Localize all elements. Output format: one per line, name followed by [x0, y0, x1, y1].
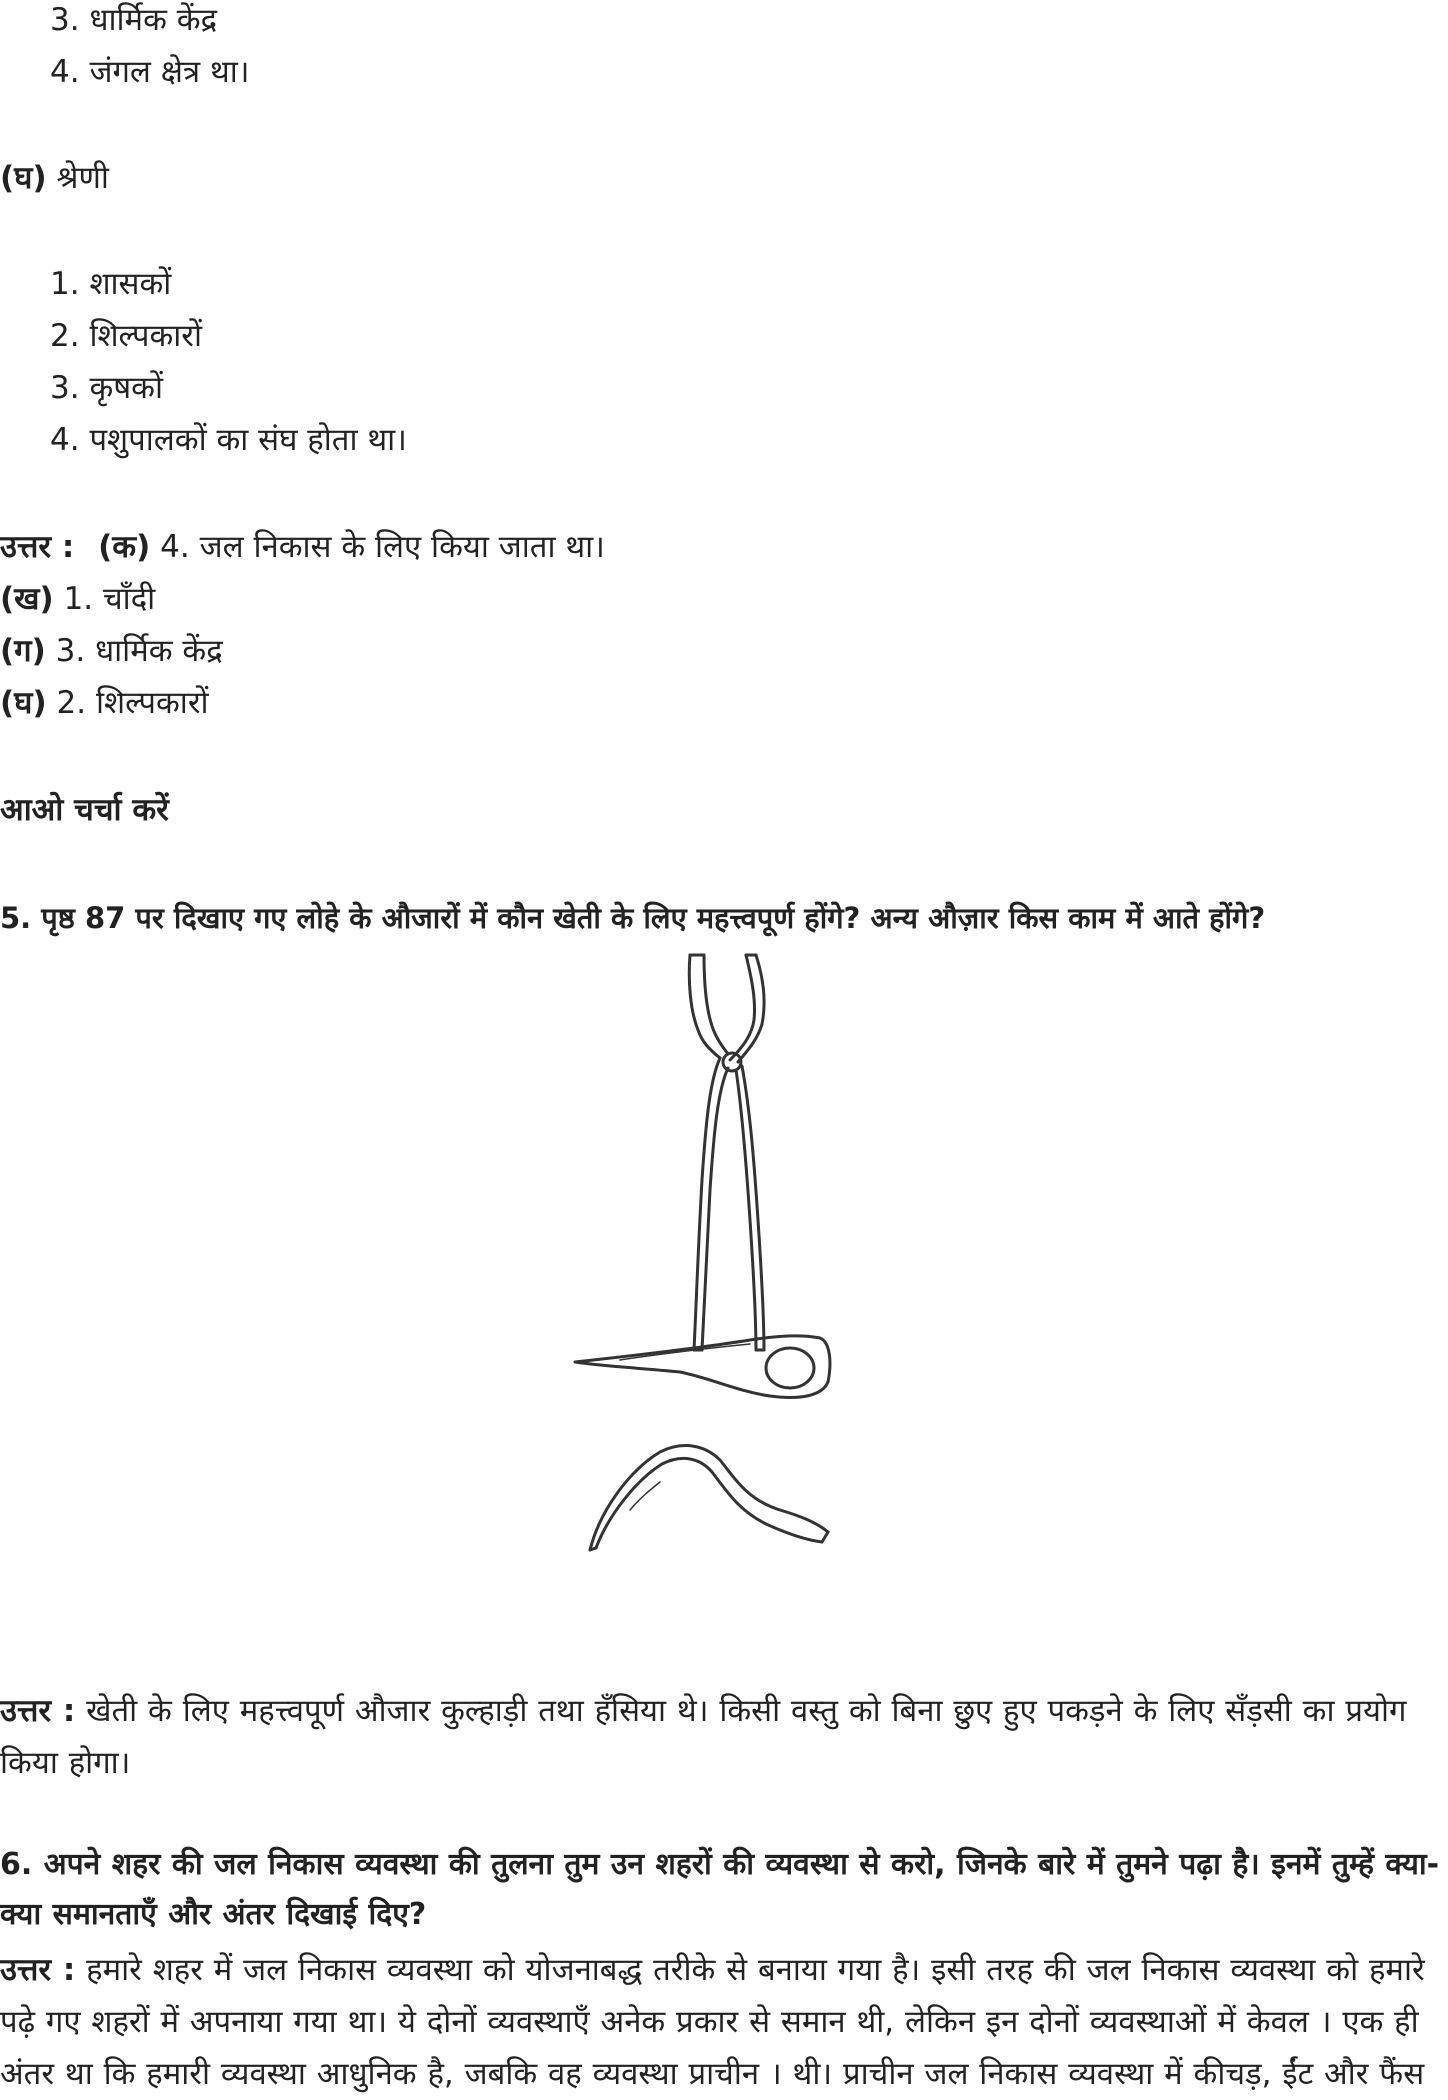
section-heading: आओ चर्चा करें	[0, 792, 169, 828]
list-item: 3. धार्मिक केंद्र	[50, 2, 218, 38]
answer-row: (ग) 3. धार्मिक केंद्र	[0, 633, 223, 669]
question-5: 5. पृष्ठ 87 पर दिखाए गए लोहे के औजारों में कौन खेती के लिए महत्त्वपूर्ण होंगे? अन्य औज़ार किस काम में आते होंगे?	[0, 901, 1266, 935]
iron-tools-figure	[560, 950, 880, 1570]
sickle-icon	[590, 1446, 828, 1550]
list-item: 3. कृषकों	[50, 370, 164, 406]
list-item: 4. जंगल क्षेत्र था।	[50, 54, 250, 90]
answer-6: उत्तर : हमारे शहर में जल निकास व्यवस्था को योजनाबद्ध तरीके से बनाया गया है। इसी तरह की जल निकास व्यवस्था को हमारे पढ़े गए शहरों में अपनाया गया था। ये दोनों व्यवस्थाएँ अनेक प्रकार से समान थी, लेकिन इन दोनों व्यवस्थाओं में केवल । एक ही अंतर था कि हमारी व्यवस्था आधुनिक है, जबकि वह व्यवस्था प्राचीन । थी। प्राचीन जल निकास व्यवस्था में कीचड़, ईंट और फैंस	[0, 1952, 1425, 2092]
list-item: 1. शासकों	[50, 266, 172, 302]
question-gha: (घ) श्रेणी	[0, 160, 109, 196]
question-6: 6. अपने शहर की जल निकास व्यवस्था की तुलना तुम उन शहरों की व्यवस्था से करो, जिनके बारे में तुमने पढ़ा है। इनमें तुम्हें क्या-क्या समानताएँ और अंतर दिखाई दिए?	[0, 1847, 1440, 1932]
list-item: 2. शिल्पकारों	[50, 318, 202, 354]
list-item: 4. पशुपालकों का संघ होता था।	[50, 422, 407, 458]
tongs-icon	[689, 955, 764, 1350]
answer-5: उत्तर : खेती के लिए महत्त्वपूर्ण औजार कुल्हाड़ी तथा हँसिया थे। किसी वस्तु को बिना छुए हुए पकड़ने के लिए सँड़सी का प्रयोग किया होगा।	[0, 1693, 1407, 1781]
answer-row: उत्तर : (क) 4. जल निकास के लिए किया जाता था।	[0, 529, 605, 565]
answer-row: (घ) 2. शिल्पकारों	[0, 685, 209, 721]
answer-row: (ख) 1. चाँदी	[0, 581, 156, 617]
